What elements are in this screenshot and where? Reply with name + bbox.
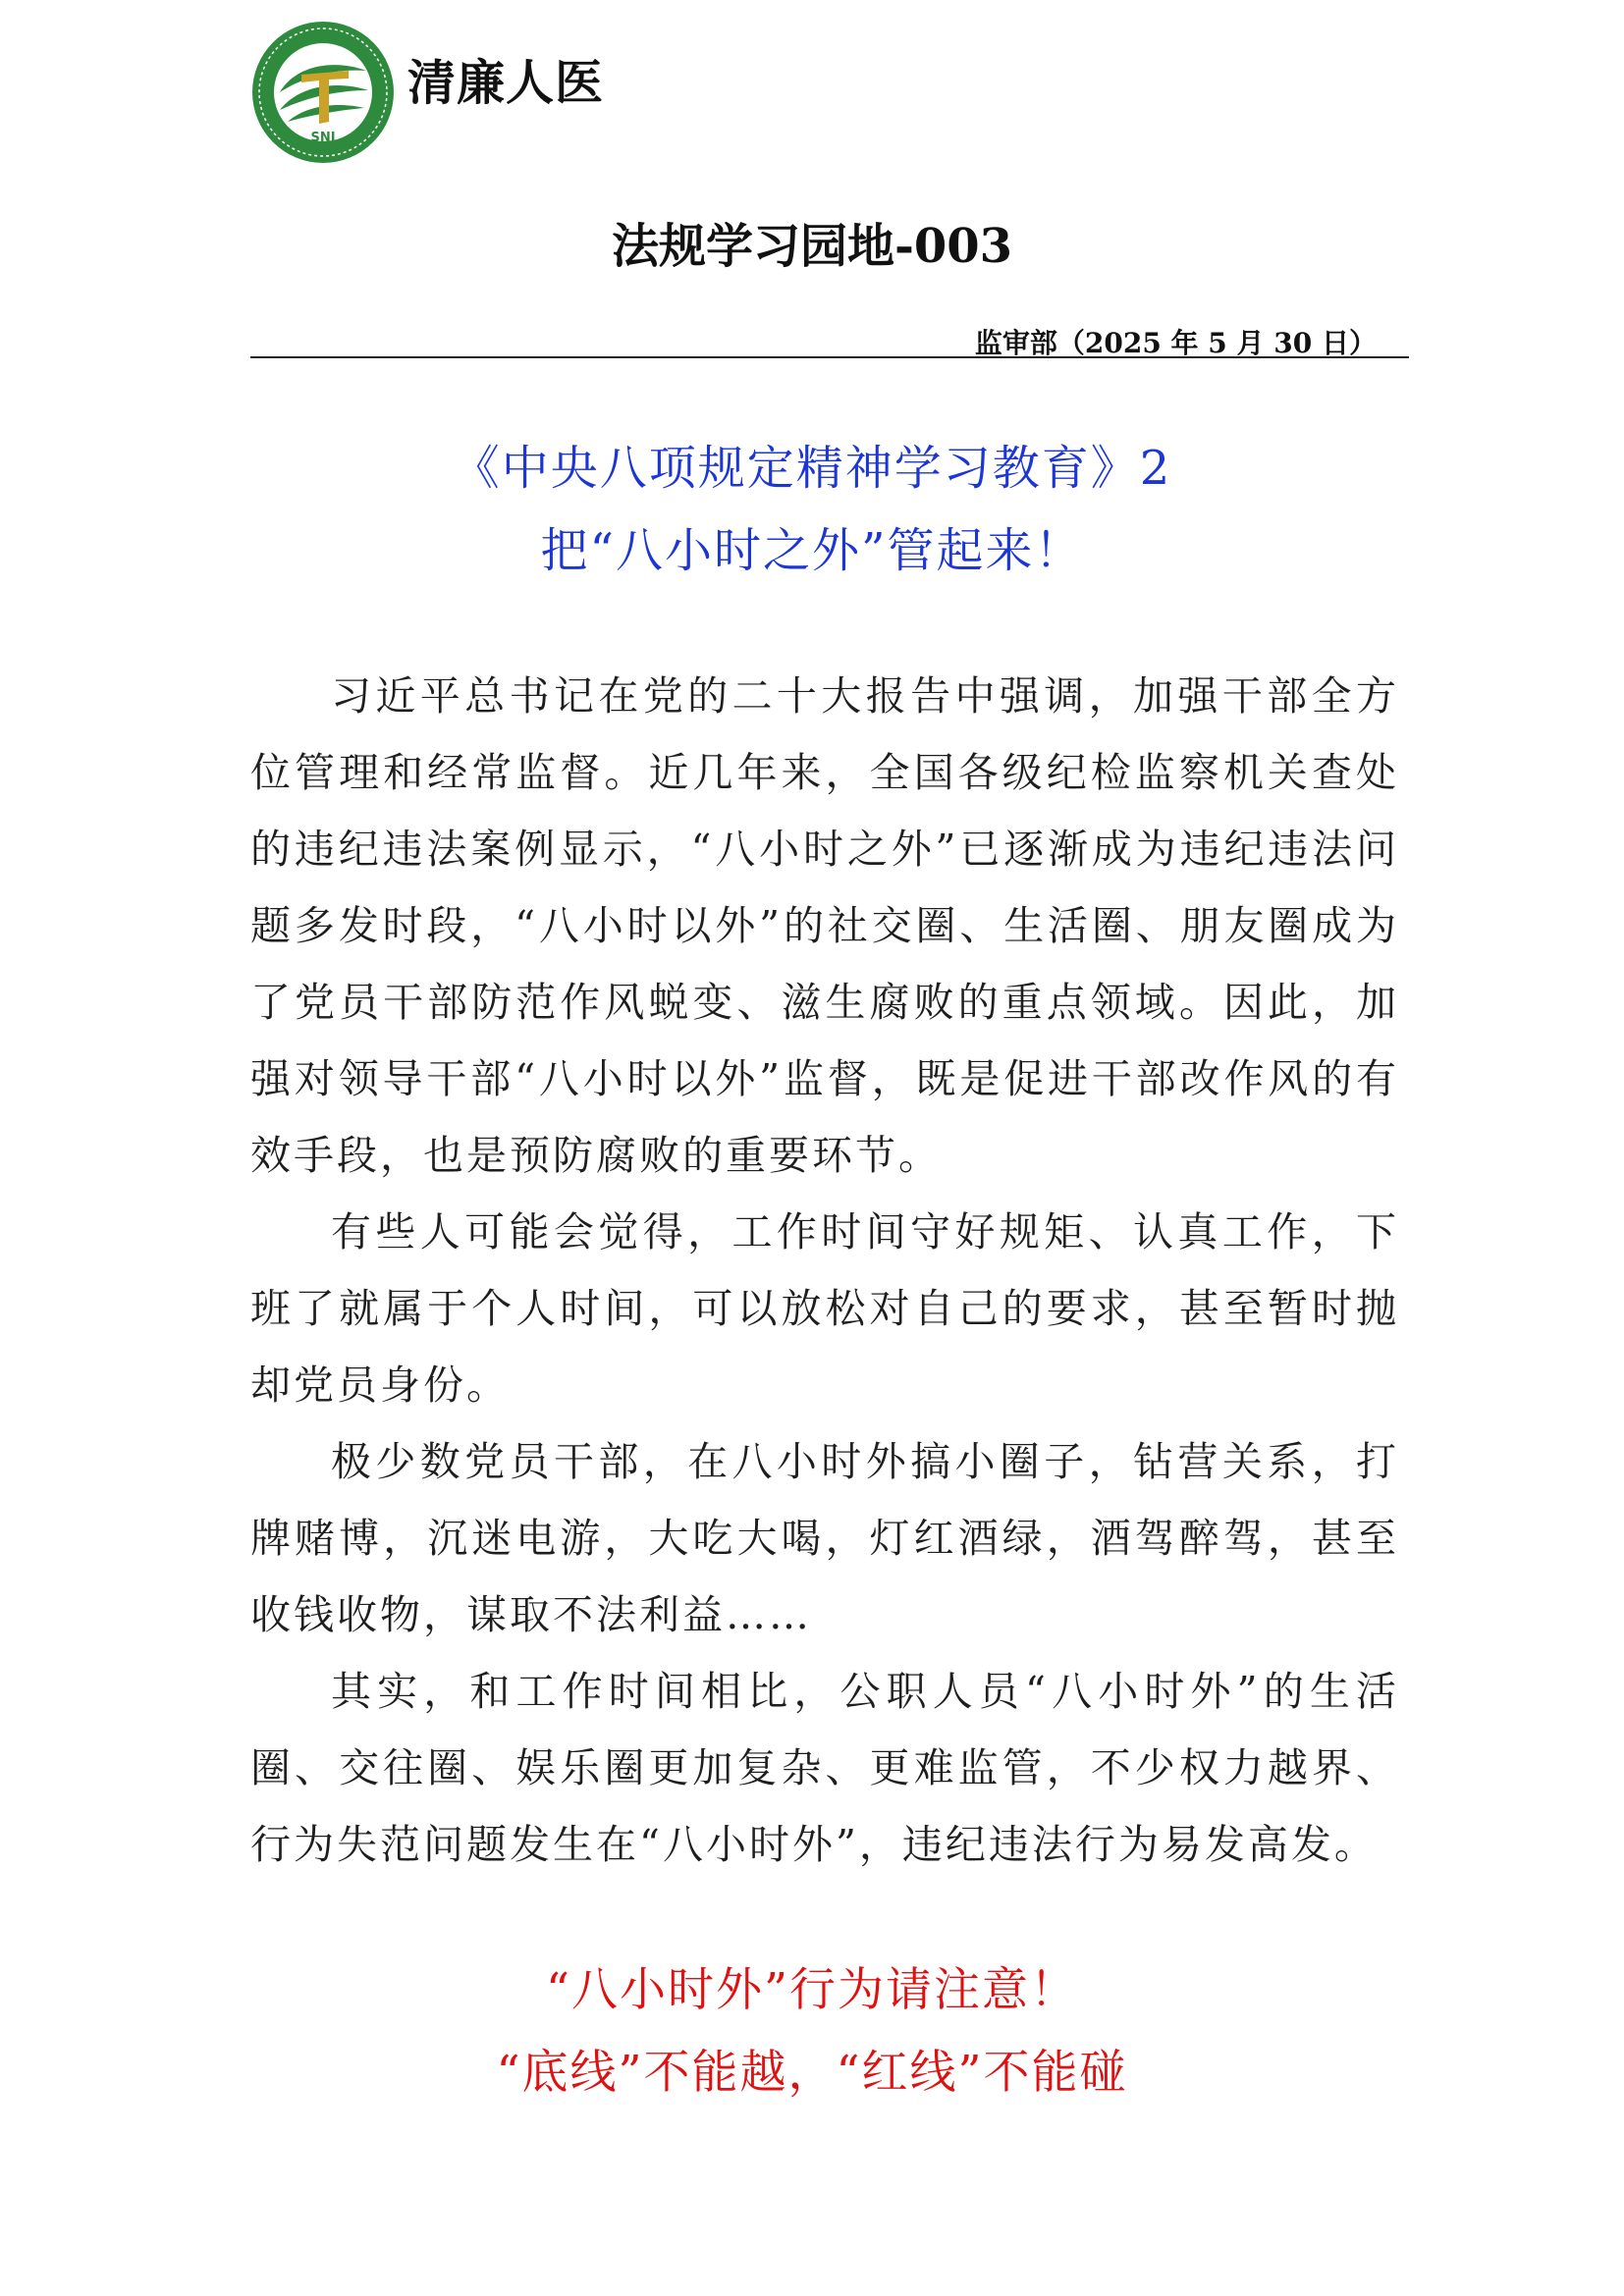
hospital-logo-icon	[250, 20, 396, 165]
article-title-line-1: 《中央八项规定精神学习教育》2	[452, 441, 1172, 496]
body-paragraph: 其实，和工作时间相比，公职人员“八小时外”的生活圈、交往圈、娱乐圈更加复杂、更难监管，不少权力越界、行为失范问题发生在“八小时外”，违纪违法行为易发高发。	[250, 1668, 1399, 1868]
body-paragraph: 习近平总书记在党的二十大报告中强调，加强干部全方位管理和经常监督。近几年来，全国各级纪检监察机关查处的违纪违法案例显示，“八小时之外”已逐渐成为违纪违法问题多发时段，“八小时以外”的社交圈、生活圈、朋友圈成为了党员干部防范作风蜕变、滋生腐败的重点领域。因此，加强对领导干部“八小时以外”监督，既是促进干部改作风的有效手段，也是预防腐败的重要环节。	[250, 672, 1399, 1179]
article-title-line-2: 把“八小时之外”管起来！	[540, 523, 1084, 578]
body-paragraph: 有些人可能会觉得，工作时间守好规矩、认真工作，下班了就属于个人时间，可以放松对自己的要求，甚至暂时抛却党员身份。	[250, 1208, 1399, 1409]
closing-slogan-line-2: “底线”不能越，“红线”不能碰	[496, 2046, 1128, 2100]
article-body	[250, 658, 1399, 1883]
body-paragraph: 极少数党员干部，在八小时外搞小圈子，钻营关系，打牌赌博，沉迷电游，大吃大喝，灯红酒绿，酒驾醉驾，甚至收钱收物，谋取不法利益……	[250, 1438, 1399, 1638]
header-divider	[250, 356, 1409, 358]
closing-slogan-line-1: “八小时外”行为请注意！	[545, 1963, 1079, 2017]
logo-text: SNJ	[310, 131, 336, 145]
document-title: 法规学习园地-003	[611, 219, 1013, 274]
brand-name: 清廉人医	[407, 54, 605, 111]
byline-department-date: 监审部（2025 年 5 月 30 日）	[974, 327, 1377, 359]
